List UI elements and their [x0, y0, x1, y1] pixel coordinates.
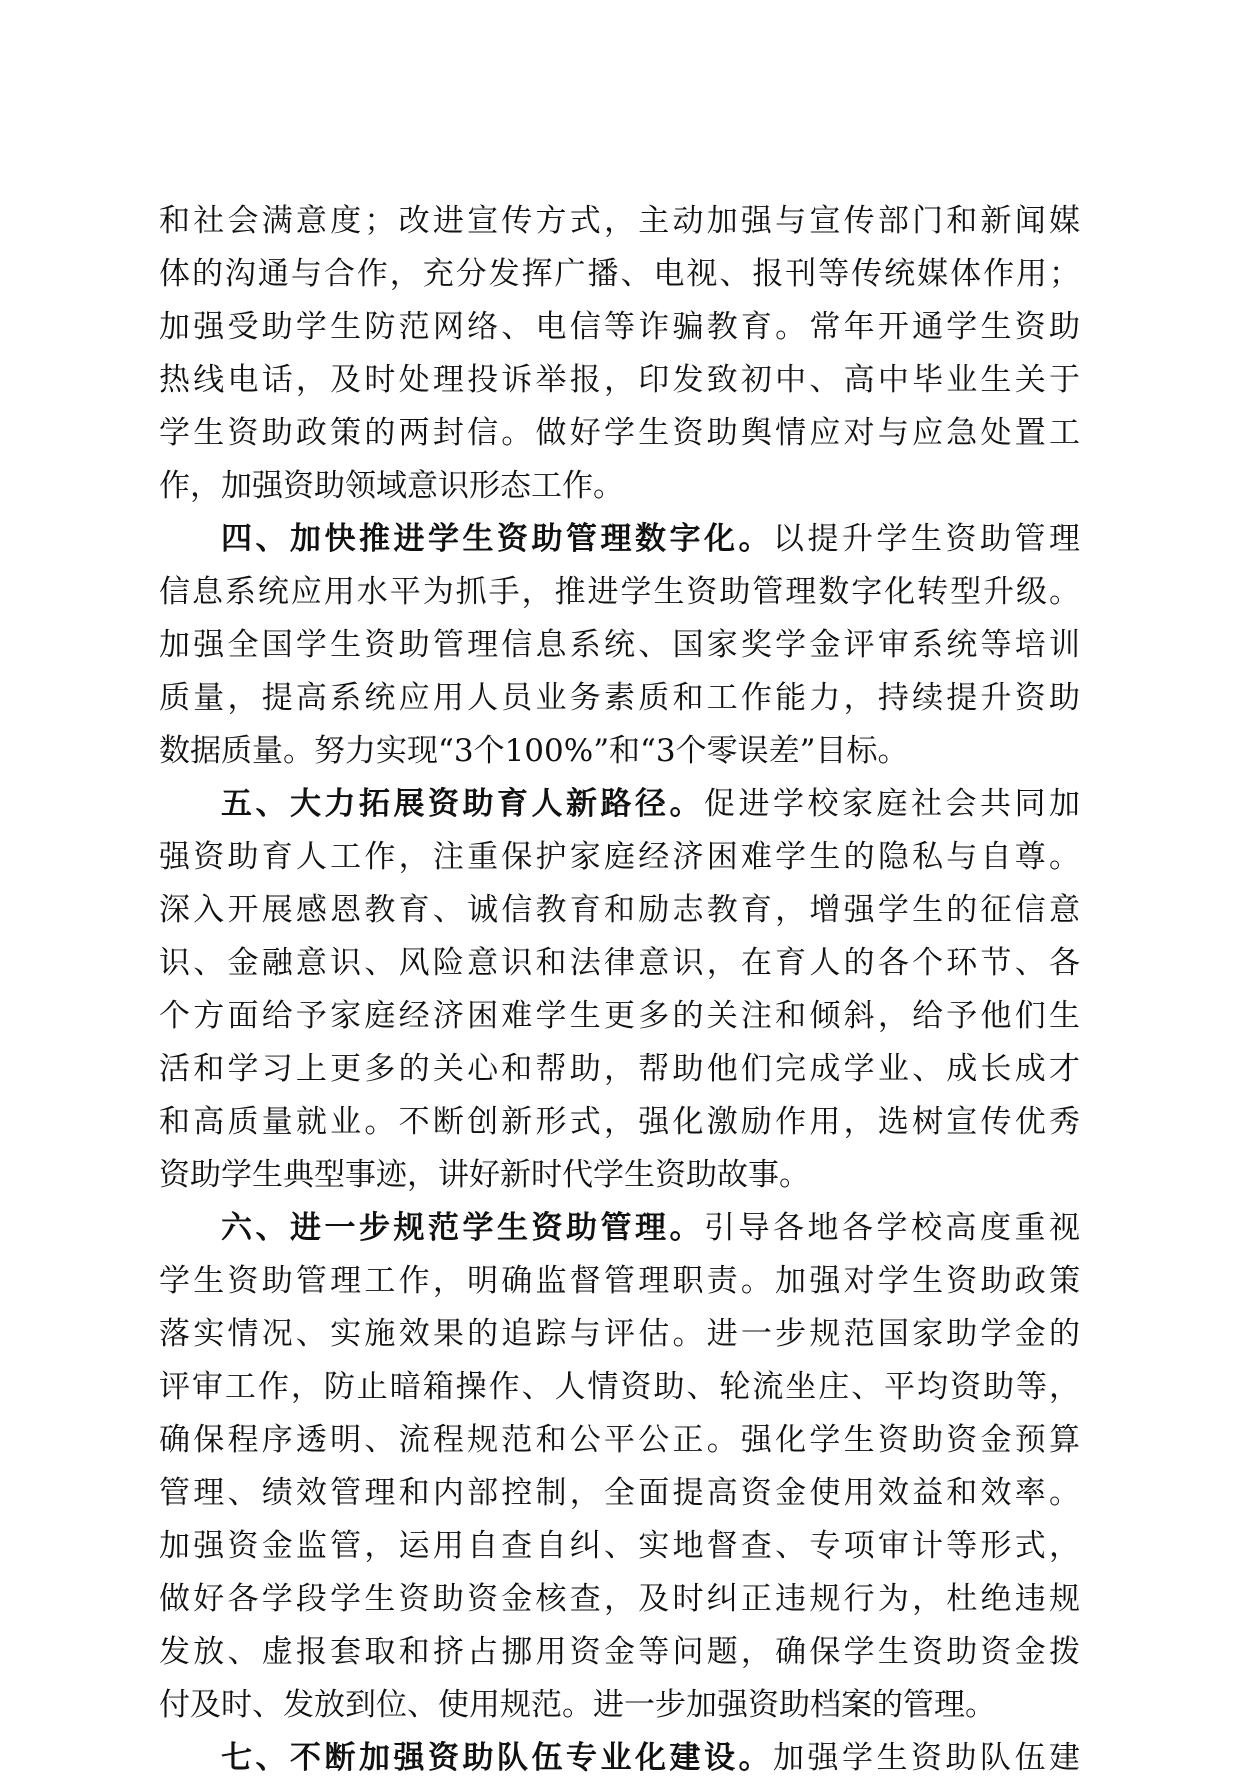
text-line: 确保程序透明、流程规范和公平公正。强化学生资助资金预算 [159, 1422, 1080, 1458]
section-heading: 六、进一步规范学生资助管理。 [221, 1210, 704, 1246]
text-line: 加强全国学生资助管理信息系统、国家奖学金评审系统等培训 [159, 627, 1080, 663]
text-line: 加强受助学生防范网络、电信等诈骗教育。常年开通学生资助 [159, 309, 1080, 345]
document-page [159, 195, 1080, 1785]
text-line: 体的沟通与合作，充分发挥广播、电视、报刊等传统媒体作用； [159, 256, 1080, 292]
text-line: 学生资助政策的两封信。做好学生资助舆情应对与应急处置工 [159, 415, 1080, 451]
section-heading: 五、大力拓展资助育人新路径。 [221, 786, 704, 822]
paragraph-section-7 [159, 1732, 1080, 1785]
paragraph-section-4 [159, 513, 1080, 778]
text-line [159, 778, 1080, 831]
text-line: 个方面给予家庭经济困难学生更多的关注和倾斜，给予他们生 [159, 998, 1080, 1034]
text-span: 促进学校家庭社会共同加 [704, 786, 1080, 822]
paragraph-section-6 [159, 1202, 1080, 1732]
text-line: 数据质量。努力实现“3个100%”和“3个零误差”目标。 [159, 733, 909, 769]
text-line [159, 513, 1080, 566]
paragraph-section-5 [159, 778, 1080, 1202]
text-line: 付及时、发放到位、使用规范。进一步加强资助档案的管理。 [159, 1687, 996, 1723]
text-line: 活和学习上更多的关心和帮助，帮助他们完成学业、成长成才 [159, 1051, 1080, 1087]
text-line: 学生资助管理工作，明确监督管理职责。加强对学生资助政策 [159, 1263, 1080, 1299]
text-line: 识、金融意识、风险意识和法律意识，在育人的各个环节、各 [159, 945, 1080, 981]
text-span: 以提升学生资助管理 [773, 521, 1080, 557]
text-line: 质量，提高系统应用人员业务素质和工作能力，持续提升资助 [159, 680, 1080, 716]
text-line: 作，加强资助领域意识形态工作。 [159, 468, 624, 504]
text-line: 落实情况、实施效果的追踪与评估。进一步规范国家助学金的 [159, 1316, 1080, 1352]
section-heading: 七、不断加强资助队伍专业化建设。 [221, 1740, 773, 1776]
text-line: 加强资金监管，运用自查自纠、实地督查、专项审计等形式， [159, 1528, 1080, 1564]
paragraph-publicity [159, 195, 1080, 513]
text-line: 强资助育人工作，注重保护家庭经济困难学生的隐私与自尊。 [159, 839, 1080, 875]
text-line: 和高质量就业。不断创新形式，强化激励作用，选树宣传优秀 [159, 1104, 1080, 1140]
text-line: 做好各学段学生资助资金核查，及时纠正违规行为，杜绝违规 [159, 1581, 1080, 1617]
text-line: 信息系统应用水平为抓手，推进学生资助管理数字化转型升级。 [159, 574, 1080, 610]
section-heading: 四、加快推进学生资助管理数字化。 [221, 521, 773, 557]
text-line: 发放、虚报套取和挤占挪用资金等问题，确保学生资助资金拨 [159, 1634, 1080, 1670]
text-line: 深入开展感恩教育、诚信教育和励志教育，增强学生的征信意 [159, 892, 1080, 928]
text-line [159, 1732, 1080, 1785]
text-line: 热线电话，及时处理投诉举报，印发致初中、高中毕业生关于 [159, 362, 1080, 398]
text-span: 加强学生资助队伍建 [773, 1740, 1080, 1776]
text-line: 资助学生典型事迹，讲好新时代学生资助故事。 [159, 1157, 810, 1193]
text-line: 和社会满意度；改进宣传方式，主动加强与宣传部门和新闻媒 [159, 203, 1080, 239]
text-span: 引导各地各学校高度重视 [704, 1210, 1080, 1246]
text-line: 管理、绩效管理和内部控制，全面提高资金使用效益和效率。 [159, 1475, 1080, 1511]
text-line [159, 1202, 1080, 1255]
text-line: 评审工作，防止暗箱操作、人情资助、轮流坐庄、平均资助等， [159, 1369, 1080, 1405]
